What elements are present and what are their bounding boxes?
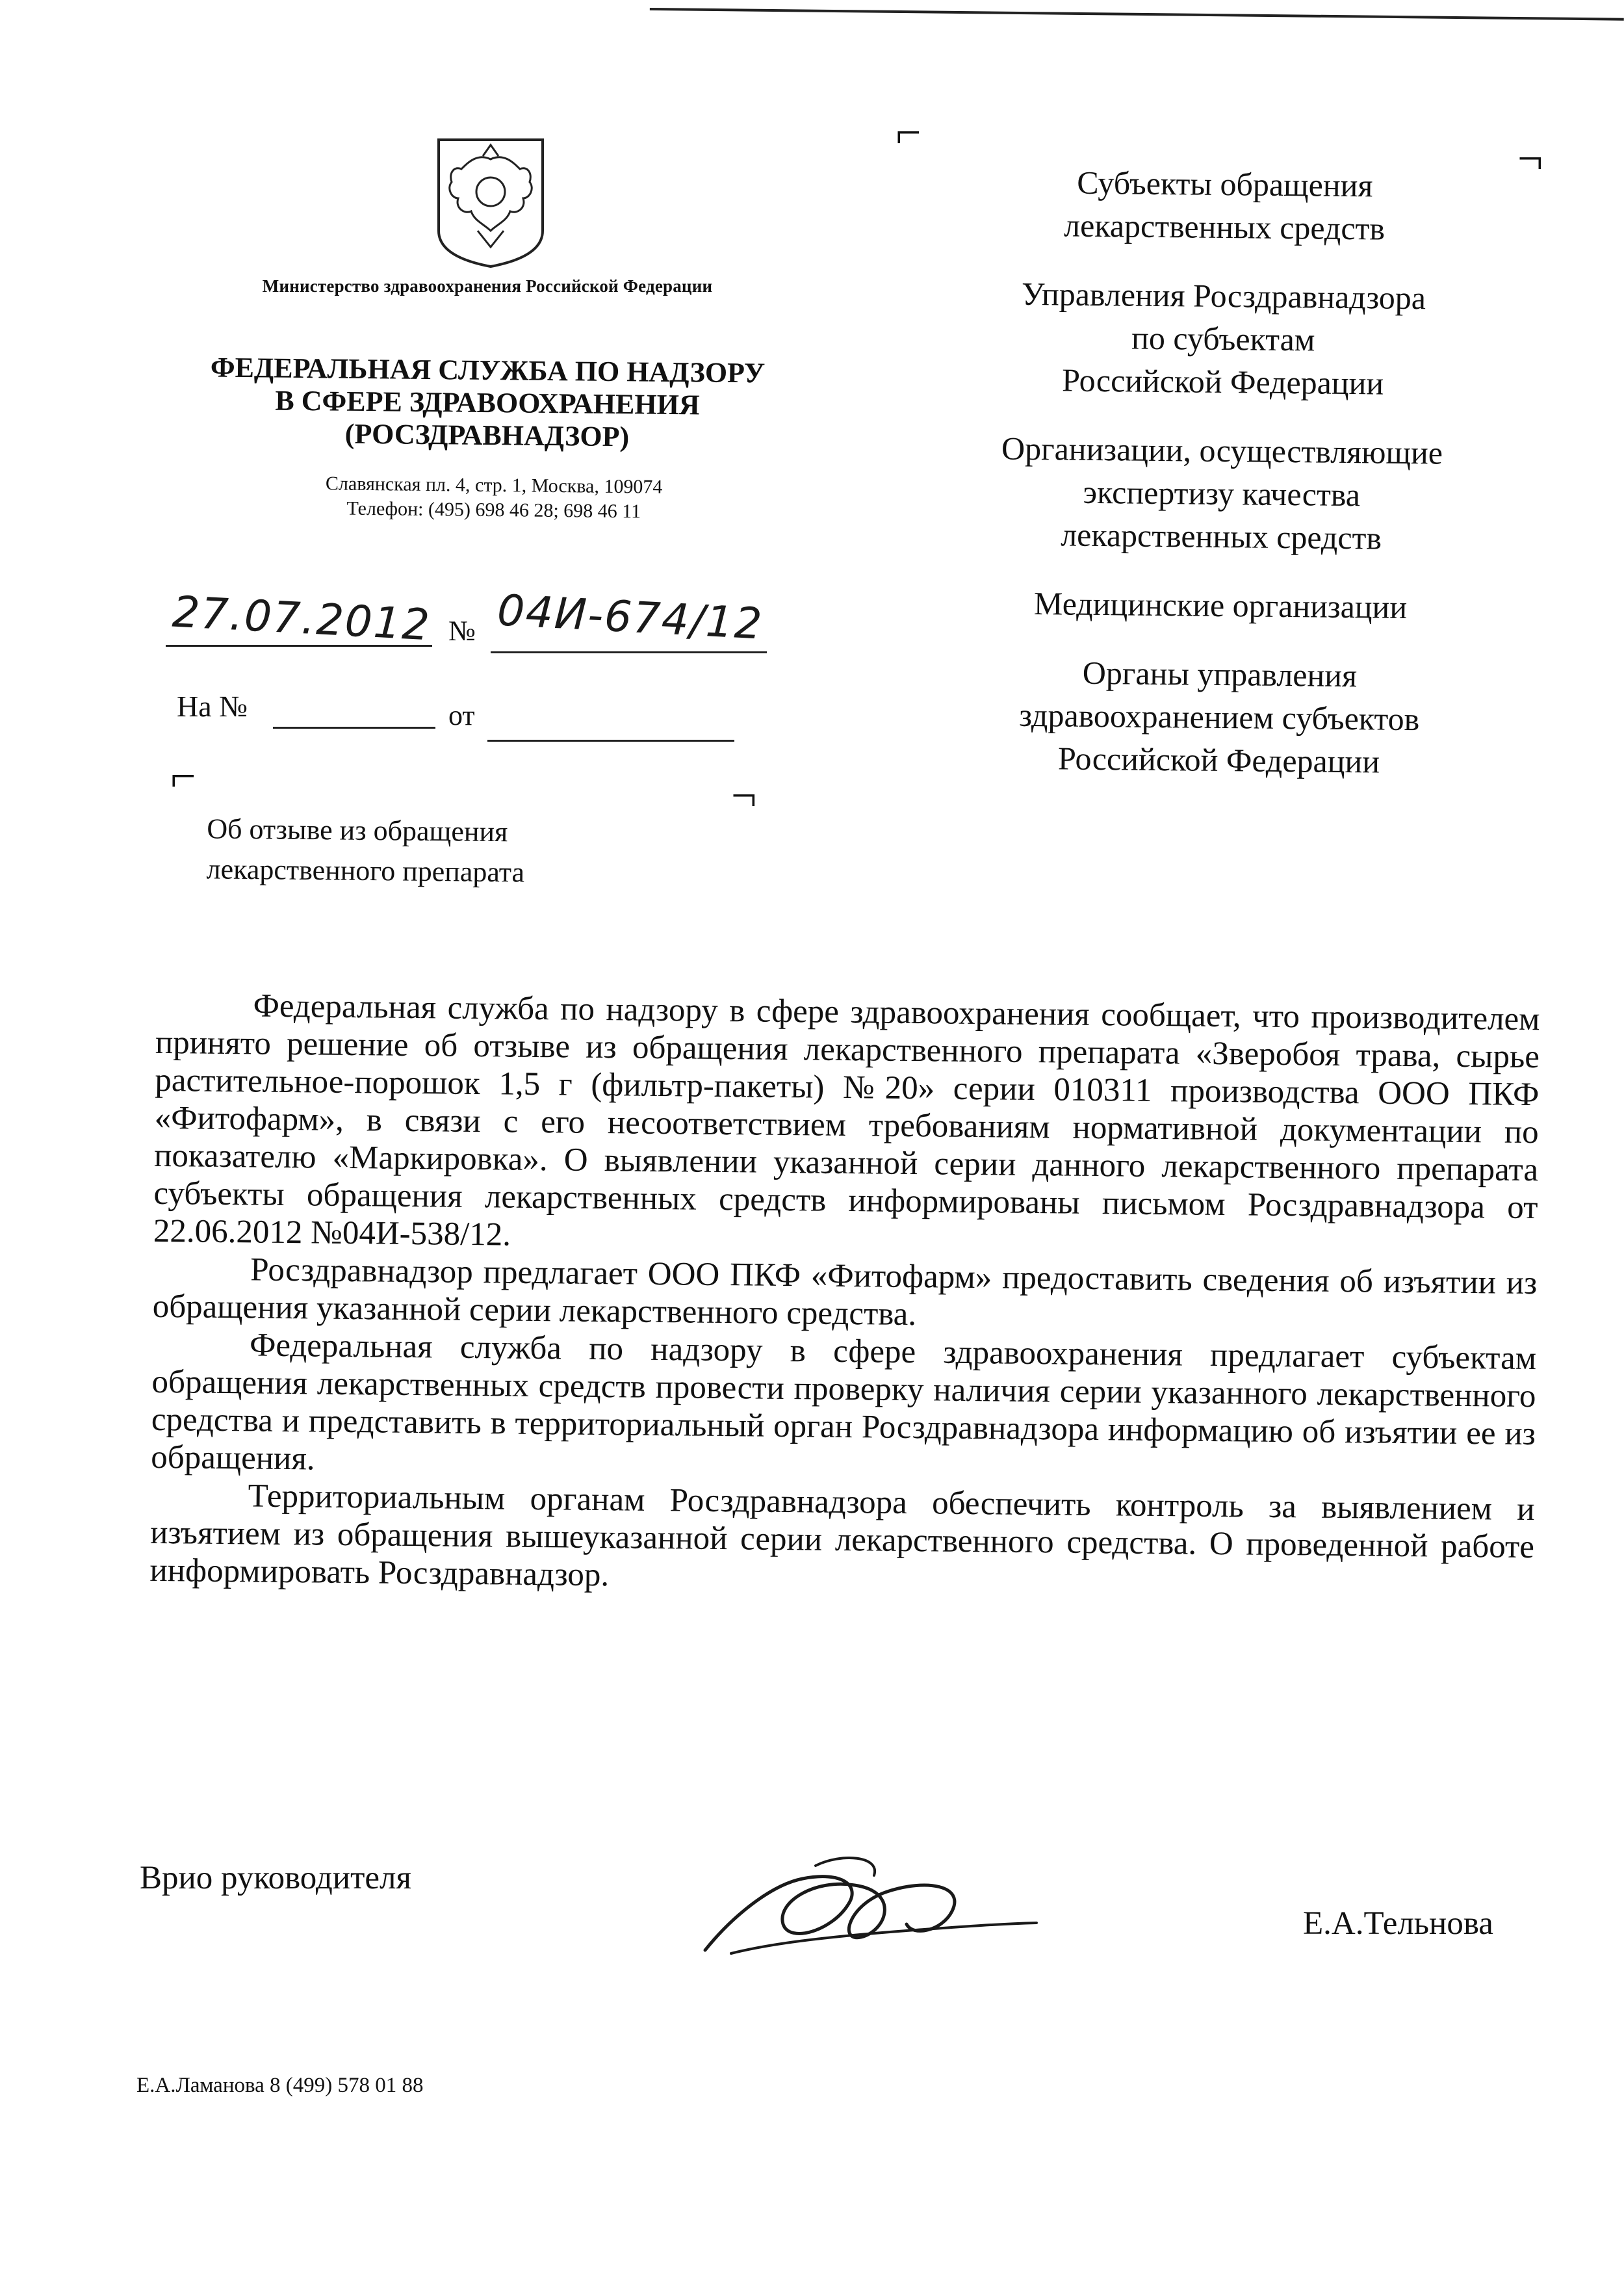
recipient-line: Органы управления [1082,654,1358,694]
address-block [214,470,774,525]
service-name-line: ФЕДЕРАЛЬНАЯ СЛУЖБА ПО НАДЗОРУ [210,351,766,389]
coat-of-arms-icon [432,133,549,270]
reference-from-label: от [448,699,475,731]
phone-line: Телефон: (495) 698 46 28; 698 46 11 [346,497,641,523]
body-paragraph: Федеральная служба по надзору в сфере здравоохранения предлагает субъектам обращения лекарственных средств провести проверку наличия серии указанного лекарственного средства и представить в территориальный орган Росздравнадзора информацию об изъятии ее из обращения. [151,1327,1537,1478]
body-paragraph: Территориальным органам Росздравнадзора обеспечить контроль за выявлением и изъятием из обращения вышеуказанной серии лекарственного средства. О проведенной работе информировать Росздравнадзор. [149,1478,1535,1594]
recipient-item [938,159,1511,251]
recipient-line: Российской Федерации [1061,361,1384,402]
recipient-line: Российской Федерации [1057,740,1380,780]
corner-mark-icon: ⌐ [170,751,196,802]
service-name-line: (РОСЗДРАВНАДЗОР) [344,417,630,453]
date-value: 27.07.2012 [171,586,432,651]
reference-label: На № [177,690,248,723]
recipient-line: Организации, осуществляющие [1001,430,1443,471]
signatory-role: Врио руководителя [140,1860,411,1896]
reference-date-line [487,740,734,742]
document-number: 04И-674/12 [496,585,765,649]
recipient-line: Медицинские организации [1033,584,1408,625]
subject-line: лекарственного препарата [206,853,525,889]
body-paragraph: Росздравнадзор предлагает ООО ПКФ «Фитофарм» предоставить сведения об изъятии из обращения указанной серии лекарственного средства. [152,1251,1538,1333]
letter-body [149,986,1540,1604]
body-paragraph: Федеральная служба по надзору в сфере здравоохранения сообщает, что производителем принято решение об отзыве из обращения лекарственного препарата «Зверобоя трава, сырье растительное-порошок 1,5 г (фильтр-пакеты) №20» серии 010311 производства ООО ПКФ «Фитофарм», в связи с его несоответствием требованиям нормативной документации по показателю «Маркировка». О выявлении указанной серии данного лекарственного препарата субъекты обращения лекарственных средств информированы письмом Росздравнадзора от 22.06.2012 №04И-538/12. [153,987,1540,1253]
recipient-line: Субъекты обращения [1077,164,1373,204]
service-name-line: В СФЕРЕ ЗДРАВООХРАНЕНИЯ [275,384,700,421]
recipient-line: здравоохранением субъектов [1018,696,1420,738]
service-name [162,351,813,455]
letter-subject [206,809,662,894]
corner-mark-icon: ⌐ [896,108,922,158]
number-underline [491,651,767,653]
handwritten-number [491,585,777,649]
subject-line: Об отзыве из обращения [207,813,508,848]
recipient-line: экспертизу качества [1083,473,1361,514]
recipient-line: лекарственных средств [1060,516,1382,556]
recipients-list [933,159,1511,810]
recipient-item [933,649,1506,784]
number-label: № [448,615,476,647]
ministry-name: Министерство здравоохранения Российской Федерации [262,276,713,296]
scan-edge-line [650,0,1624,21]
handwritten-date [166,586,439,651]
executor-contact: Е.А.Ламанова 8 (499) 578 01 88 [136,2074,424,2097]
address-line: Славянская пл. 4, стр. 1, Москва, 109074 [325,473,663,498]
corner-mark-icon: ¬ [731,771,757,821]
date-underline [166,645,432,647]
recipient-line: по субъектам [1131,319,1315,358]
recipient-line: Управления Росздравнадзора [1021,275,1426,317]
reference-number-line [273,727,435,729]
recipient-line: лекарственных средств [1063,207,1386,247]
recipient-item [934,581,1507,629]
recipient-item [936,271,1510,406]
handwritten-signature [692,1840,1043,1970]
signatory-name: Е.А.Тельнова [1303,1905,1493,1942]
recipient-item [935,426,1508,560]
corner-mark-icon: ¬ [1517,134,1543,184]
